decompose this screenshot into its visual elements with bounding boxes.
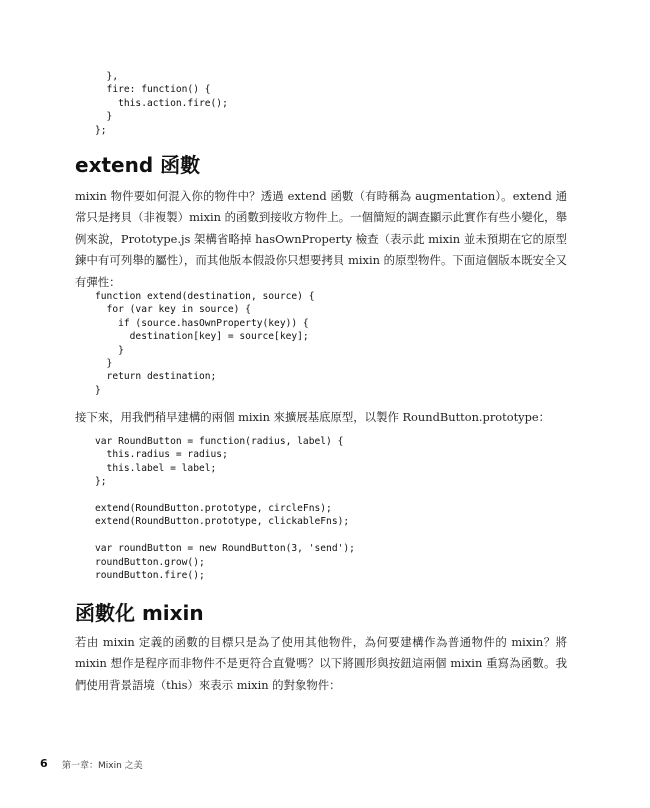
page-number: 6	[40, 757, 48, 770]
code-block-roundbutton: var RoundButton = function(radius, label) { this.radius = radius; this.label = label; }; extend(RoundButton.prototype, circleFns); extend(RoundButton.prototype, clickableFns); var roundButton = new RoundButton(3, 'send'); roundButton.grow(); roundButton.fire();	[95, 436, 355, 582]
paragraph-roundbutton-intro: 接下來，用我們稍早建構的兩個 mixin 來擴展基底原型，以製作 RoundButton.prototype：	[75, 410, 551, 424]
code-block-fire-method: }, fire: function() { this.action.fire(); } };	[95, 71, 228, 136]
code-block-extend-function: function extend(destination, source) { for (var key in source) { if (source.hasOwnProperty(key)) { destination[key] = source[key]; } } return destination; }	[95, 291, 315, 396]
paragraph-functional-mixin: 若由 mixin 定義的函數的目標只是為了使用其他物件，為何要建構作為普通物件的 mixin？將 mixin 想作是程序而非物件不是更符合直覺嗎？以下將圓形與按鈕這兩個 mixin 重寫為函數。我們使用背景語境（this）來表示 mixin 的對象物件：	[75, 635, 567, 692]
paragraph-extend-intro: mixin 物件要如何混入你的物件中？透過 extend 函數（有時稱為 augmentation）。extend 通常只是拷貝（非複製）mixin 的函數到接收方物件上。一個簡短的調查顯示此實作有些小變化，舉例來說，Prototype.js 架構省略掉 hasOwnProperty 檢查（表示此 mixin 並未預期在它的原型鍊中有可列舉的屬性），而其他版本假設你只想要拷貝 mixin 的原型物件。下面這個版本既安全又有彈性：	[75, 189, 567, 289]
chapter-running-footer: 第一章：Mixin 之美	[62, 761, 143, 771]
section-heading-functional-mixin: 函數化 mixin	[75, 601, 204, 625]
section-heading-extend: extend 函數	[75, 153, 201, 177]
